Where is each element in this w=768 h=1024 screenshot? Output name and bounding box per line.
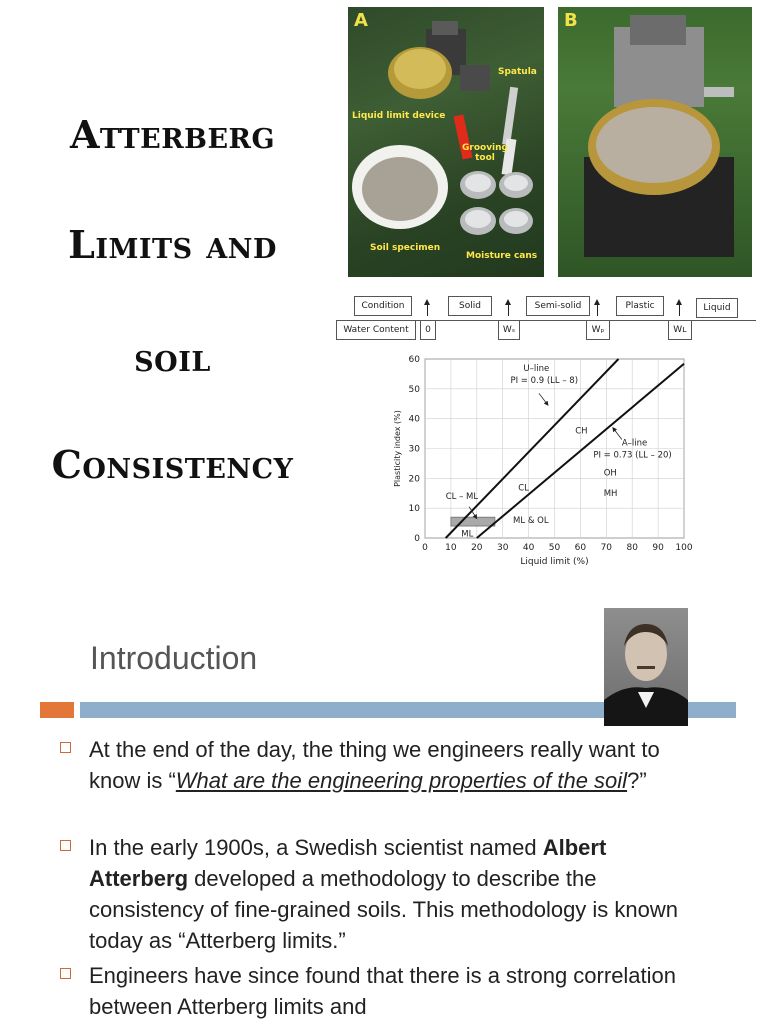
bullet-1-prefix: At the end of the day, the thing we engineers really want to know is “ <box>89 737 660 793</box>
chart-annotation: MH <box>603 489 618 500</box>
chart-annotation: ML <box>461 529 474 540</box>
arrow-0 <box>427 303 428 316</box>
limit-liquid: Wʟ <box>668 320 692 340</box>
strip-line <box>336 320 756 321</box>
bullet-1-suffix: ?” <box>627 768 647 793</box>
x-tick-label: 80 <box>626 543 638 553</box>
state-liquid: Liquid <box>696 298 738 318</box>
y-tick-label: 30 <box>408 444 420 455</box>
chart-annotation: CL – ML <box>445 492 479 503</box>
intro-title: Introduction <box>90 640 258 676</box>
x-tick-label: 0 <box>422 543 428 553</box>
title-line-2: Limits and <box>68 222 277 267</box>
bullet-3 <box>60 960 700 1022</box>
bullet-1 <box>60 734 700 796</box>
x-tick-label: 100 <box>675 543 693 553</box>
device-base <box>460 65 490 91</box>
bullet-2 <box>60 832 700 956</box>
portrait-mustache <box>637 666 655 669</box>
x-tick-label: 20 <box>471 543 483 553</box>
chart-annotation: CL <box>518 483 529 494</box>
x-tick-label: 70 <box>600 543 613 553</box>
condition-label: Condition <box>354 296 412 316</box>
crank-handle <box>704 87 734 97</box>
bullet-1-emphasis: What are the engineering properties of the soil <box>175 768 628 793</box>
title-line-1: Atterberg <box>69 112 276 157</box>
device-top <box>630 15 686 45</box>
x-tick-label: 60 <box>574 543 587 553</box>
chart-annotation: ML & OL <box>513 516 549 527</box>
y-tick-label: 60 <box>408 355 420 365</box>
bullet-1-text <box>89 734 700 796</box>
bullet-2-suffix: developed a methodology to describe the consistency of fine-grained soils. This methodology is known today as “Atterberg limits.” <box>89 866 679 953</box>
x-tick-label: 50 <box>548 543 561 553</box>
spatula-blade <box>502 87 518 146</box>
y-tick-label: 50 <box>408 384 420 395</box>
portrait-photo <box>604 608 688 726</box>
label-spatula: Spatula <box>498 67 537 77</box>
bullet-2-text <box>89 832 700 956</box>
photo-casagrande-cup <box>558 7 752 277</box>
y-tick-label: 0 <box>414 534 420 544</box>
plasticity-chart <box>390 345 760 580</box>
state-semi-solid: Semi-solid <box>526 296 590 316</box>
chart-annotation: A–line <box>621 438 648 449</box>
chart-annotation: U–line <box>523 363 550 374</box>
bullet-marker-icon <box>60 742 71 753</box>
state-plastic: Plastic <box>616 296 664 316</box>
brass-cup-inner <box>394 49 446 89</box>
chart-y-label: Plasticity index (%) <box>393 410 402 487</box>
limit-shrinkage: Wₛ <box>498 320 520 340</box>
title-line-3: soil <box>134 335 211 380</box>
title-line-4: Consistency <box>51 442 294 487</box>
label-grooving-tool: Grooving tool <box>462 143 508 163</box>
bullet-marker-icon <box>60 968 71 979</box>
limit-plastic: Wₚ <box>586 320 610 340</box>
chart-annotation: CH <box>575 426 588 437</box>
apparatus-illustration <box>348 7 544 277</box>
water-content-label: Water Content <box>336 320 416 340</box>
photo-b-letter: B <box>564 10 578 31</box>
casagrande-cup-illustration <box>558 7 752 277</box>
label-moisture-cans: Moisture cans <box>466 251 538 261</box>
label-soil-specimen: Soil specimen <box>370 243 441 253</box>
arrow-wl <box>679 303 680 316</box>
arrow-wp <box>597 303 598 316</box>
bullet-2-bold: Albert Atterberg <box>89 835 607 891</box>
photo-a-letter: A <box>354 10 368 31</box>
bullet-2-prefix: In the early 1900s, a Swedish scientist named <box>89 835 543 860</box>
accent-bar-orange <box>40 702 74 718</box>
y-tick-label: 40 <box>408 414 420 425</box>
x-tick-label: 90 <box>652 543 664 553</box>
label-liquid-limit-device: Liquid limit device <box>352 111 446 121</box>
x-tick-label: 30 <box>496 543 509 553</box>
portrait-illustration <box>604 608 688 726</box>
y-tick-label: 20 <box>408 474 420 485</box>
chart-annotation: OH <box>603 468 617 479</box>
limit-zero: 0 <box>420 320 436 340</box>
soil-in-cup <box>596 107 712 183</box>
bullet-marker-icon <box>60 840 71 851</box>
y-tick-label: 10 <box>408 504 420 515</box>
state-solid: Solid <box>448 296 492 316</box>
x-tick-label: 40 <box>522 543 535 553</box>
chart-x-label: Liquid limit (%) <box>520 557 589 567</box>
photo-liquid-limit-apparatus <box>348 7 544 277</box>
chart-annotation: PI = 0.9 (LL – 8) <box>510 375 579 386</box>
soil-specimen-shape <box>362 157 438 221</box>
chart-annotation: PI = 0.73 (LL – 20) <box>593 450 672 461</box>
device-cam <box>432 21 458 35</box>
x-tick-label: 10 <box>445 543 457 553</box>
bullet-3-text: Engineers have since found that there is a strong correlation between Atterberg limits and <box>89 963 677 1019</box>
arrow-ws <box>508 303 509 316</box>
